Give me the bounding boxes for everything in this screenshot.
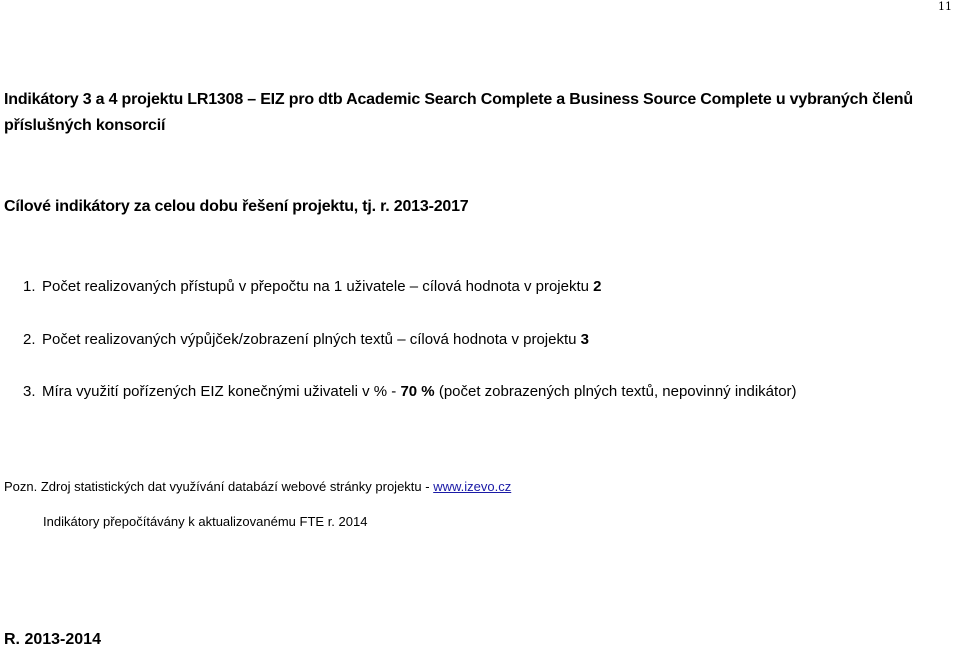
period-heading: R. 2013-2014 (4, 631, 101, 648)
indicator-suffix: (počet zobrazených plných textů, nepovinný indikátor) (434, 383, 797, 400)
indicator-number: 3. (23, 383, 36, 400)
indicator-target: 70 % (400, 383, 435, 400)
section-subtitle: Cílové indikátory za celou dobu řešení projektu, tj. r. 2013-2017 (4, 198, 469, 215)
indicator-target: 3 (580, 331, 589, 348)
page-title: Indikátory 3 a 4 projektu LR1308 – EIZ pro dtb Academic Search Complete a Business Source Complete u vybraných členů příslušných konsorcií (4, 91, 913, 134)
indicator-text: Počet realizovaných výpůjček/zobrazení plných textů – cílová hodnota v projektu (42, 331, 581, 348)
recalculation-note: Indikátory přepočítávány k aktualizovanému FTE r. 2014 (43, 514, 368, 529)
indicator-number: 1. (23, 278, 36, 295)
source-note (4, 478, 511, 496)
indicator-item (23, 330, 589, 350)
indicator-item (23, 277, 602, 297)
indicator-text: Počet realizovaných přístupů v přepočtu na 1 uživatele – cílová hodnota v projektu (42, 278, 594, 295)
page-number: 11 (938, 0, 952, 13)
project-website-link[interactable]: www.izevo.cz (433, 479, 512, 494)
indicator-target: 2 (593, 278, 602, 295)
indicator-text: Míra využití pořízených EIZ konečnými uživateli v % - (42, 383, 401, 400)
source-note-text: Pozn. Zdroj statistických dat využívání databází webové stránky projektu - (4, 479, 434, 494)
indicator-number: 2. (23, 331, 36, 348)
indicator-item (23, 382, 797, 402)
